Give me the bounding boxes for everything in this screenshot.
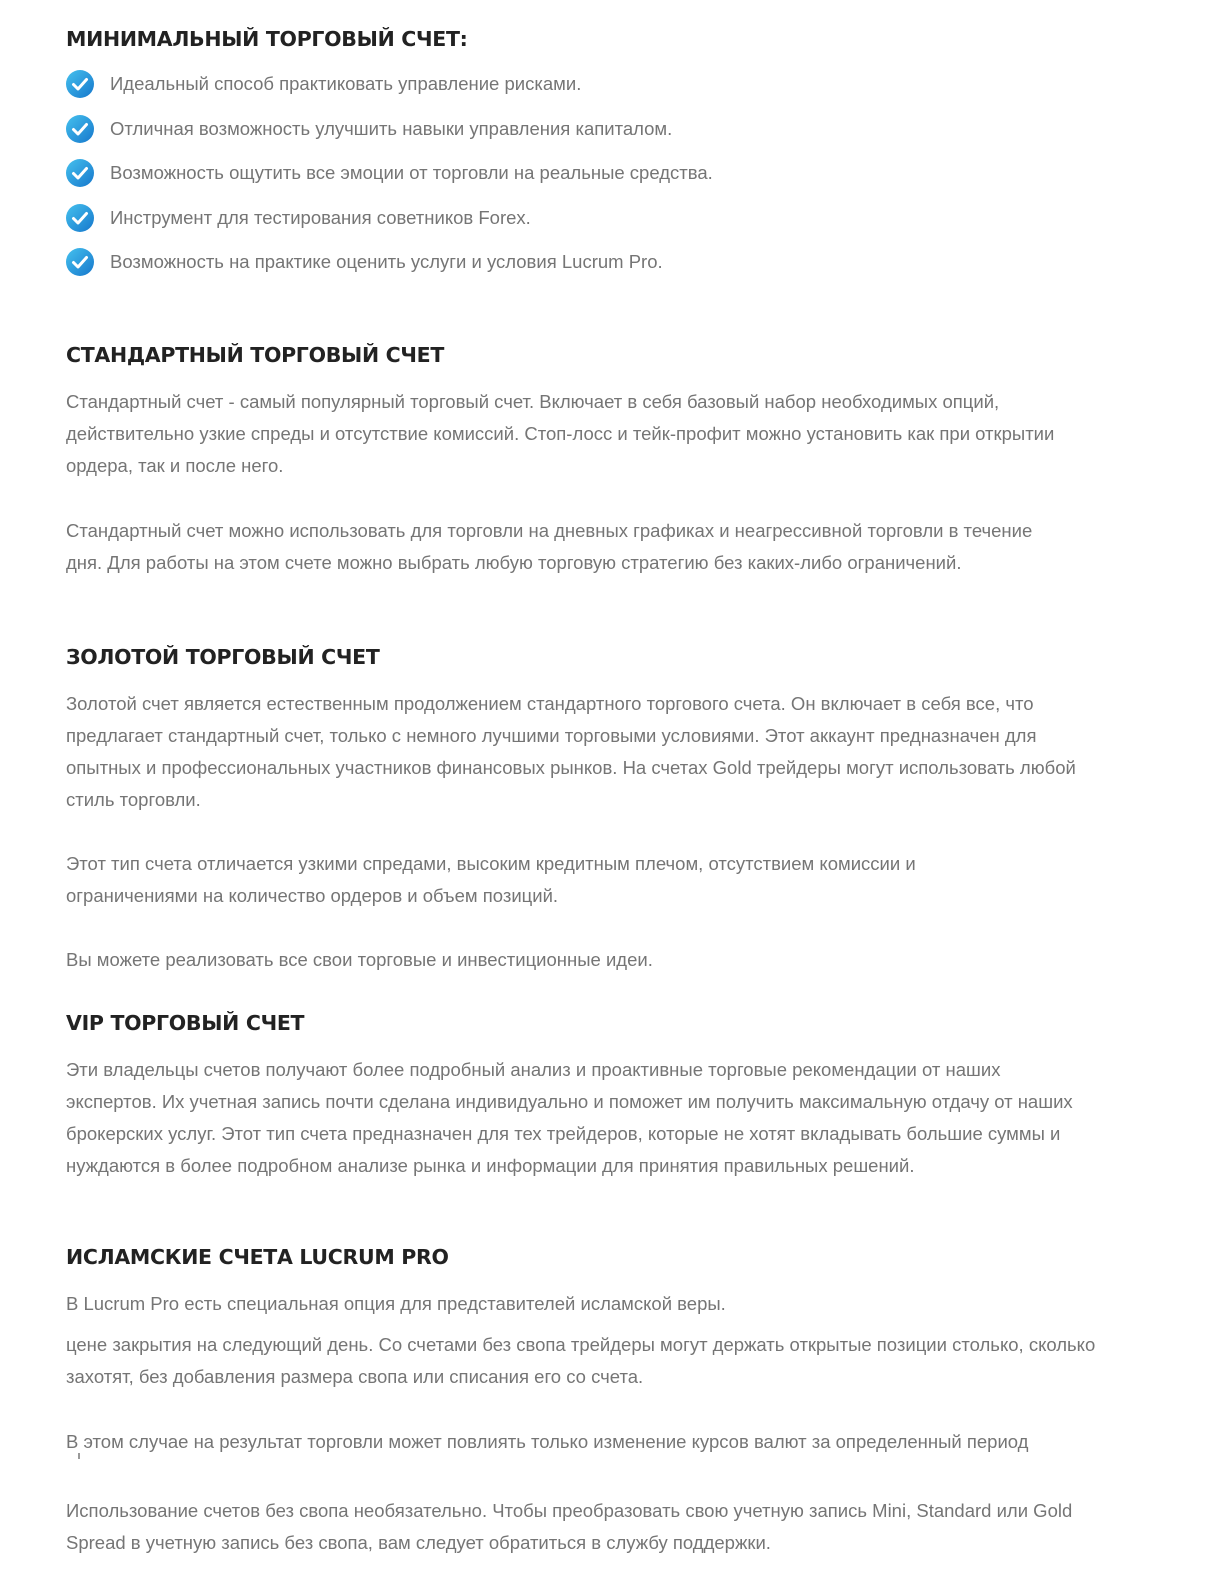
islamic-paragraph-2: цене закрытия на следующий день. Со счетами без свопа трейдеры могут держать открытые позиции столько, сколько захотят, без добавления размера свопа или списания его со счета. <box>66 1334 1096 1387</box>
list-item <box>66 240 1126 285</box>
gold-paragraph-1: Золотой счет является естественным продолжением стандартного торгового счета. Он включает в себя все, что предлагает стандартный счет, только с немного лучшими торговыми условиями. Этот аккаунт предназначен для опытных и профессиональных участников финансовых рынков. На счетах Gold трейдеры могут использовать любой стиль торговли. <box>66 693 1076 810</box>
check-circle-icon <box>66 115 94 143</box>
list-item <box>66 62 1126 107</box>
standard-paragraph-2: Стандартный счет можно использовать для торговли на дневных графиках и неагрессивной торговли в течение дня. Для работы на этом счете можно выбрать любую торговую стратегию без каких-либо ограничений. <box>66 520 1033 573</box>
islamic-paragraph-1: В Lucrum Pro есть специальная опция для представителей исламской веры. <box>66 1293 726 1314</box>
list-item <box>66 196 1126 241</box>
islamic-paragraph-4: Использование счетов без свопа необязательно. Чтобы преобразовать свою учетную запись Mini, Standard или Gold Spread в учетную запись без свопа, вам следует обратиться в службу поддержки. <box>66 1500 1073 1553</box>
gold-paragraph-3: Вы можете реализовать все свои торговые и инвестиционные идеи. <box>66 949 653 970</box>
list-item-text: Отличная возможность улучшить навыки управления капиталом. <box>110 117 673 139</box>
islamic-paragraph-3: В этом случае на результат торговли может повлиять только изменение курсов валют за определенный период <box>66 1431 1029 1452</box>
gold-account-title: ЗОЛОТОЙ ТОРГОВЫЙ СЧЕТ <box>66 645 380 669</box>
gold-paragraph-2: Этот тип счета отличается узкими спредами, высоким кредитным плечом, отсутствием комиссии и ограничениями на количество ордеров и объем позиций. <box>66 853 916 906</box>
standard-paragraph-1: Стандартный счет - самый популярный торговый счет. Включает в себя базовый набор необходимых опций, действительно узкие спреды и отсутствие комиссий. Стоп-лосс и тейк-профит можно установить как при открытии ордера, так и после него. <box>66 391 1055 476</box>
minimal-account-title: МИНИМАЛЬНЫЙ ТОРГОВЫЙ СЧЕТ: <box>66 27 468 51</box>
vip-paragraph-1: Эти владельцы счетов получают более подробный анализ и проактивные торговые рекомендации от наших экспертов. Их учетная запись почти сделана индивидуально и поможет им получить максимальную отдачу от наших брокерских услуг. Этот тип счета предназначен для тех трейдеров, которые не хотят вкладывать большие суммы и нуждаются в более подробном анализе рынка и информации для принятия правильных решений. <box>66 1059 1073 1176</box>
vip-account-title: VIP ТОРГОВЫЙ СЧЕТ <box>66 1011 305 1035</box>
list-item-text: Возможность на практике оценить услуги и условия Lucrum Pro. <box>110 251 663 273</box>
standard-account-title: СТАНДАРТНЫЙ ТОРГОВЫЙ СЧЕТ <box>66 343 445 367</box>
minimal-benefits-list <box>66 62 1126 285</box>
check-circle-icon <box>66 70 94 98</box>
list-item <box>66 107 1126 152</box>
list-item-text: Возможность ощутить все эмоции от торговли на реальные средства. <box>110 162 713 184</box>
list-item <box>66 151 1126 196</box>
check-circle-icon <box>66 248 94 276</box>
list-item-text: Идеальный способ практиковать управление рисками. <box>110 73 582 95</box>
list-item-text: Инструмент для тестирования советников Forex. <box>110 206 531 228</box>
check-circle-icon <box>66 159 94 187</box>
check-circle-icon <box>66 204 94 232</box>
islamic-accounts-title: ИСЛАМСКИЕ СЧЕТА LUCRUM PRO <box>66 1245 449 1269</box>
stray-mark <box>78 1453 80 1459</box>
